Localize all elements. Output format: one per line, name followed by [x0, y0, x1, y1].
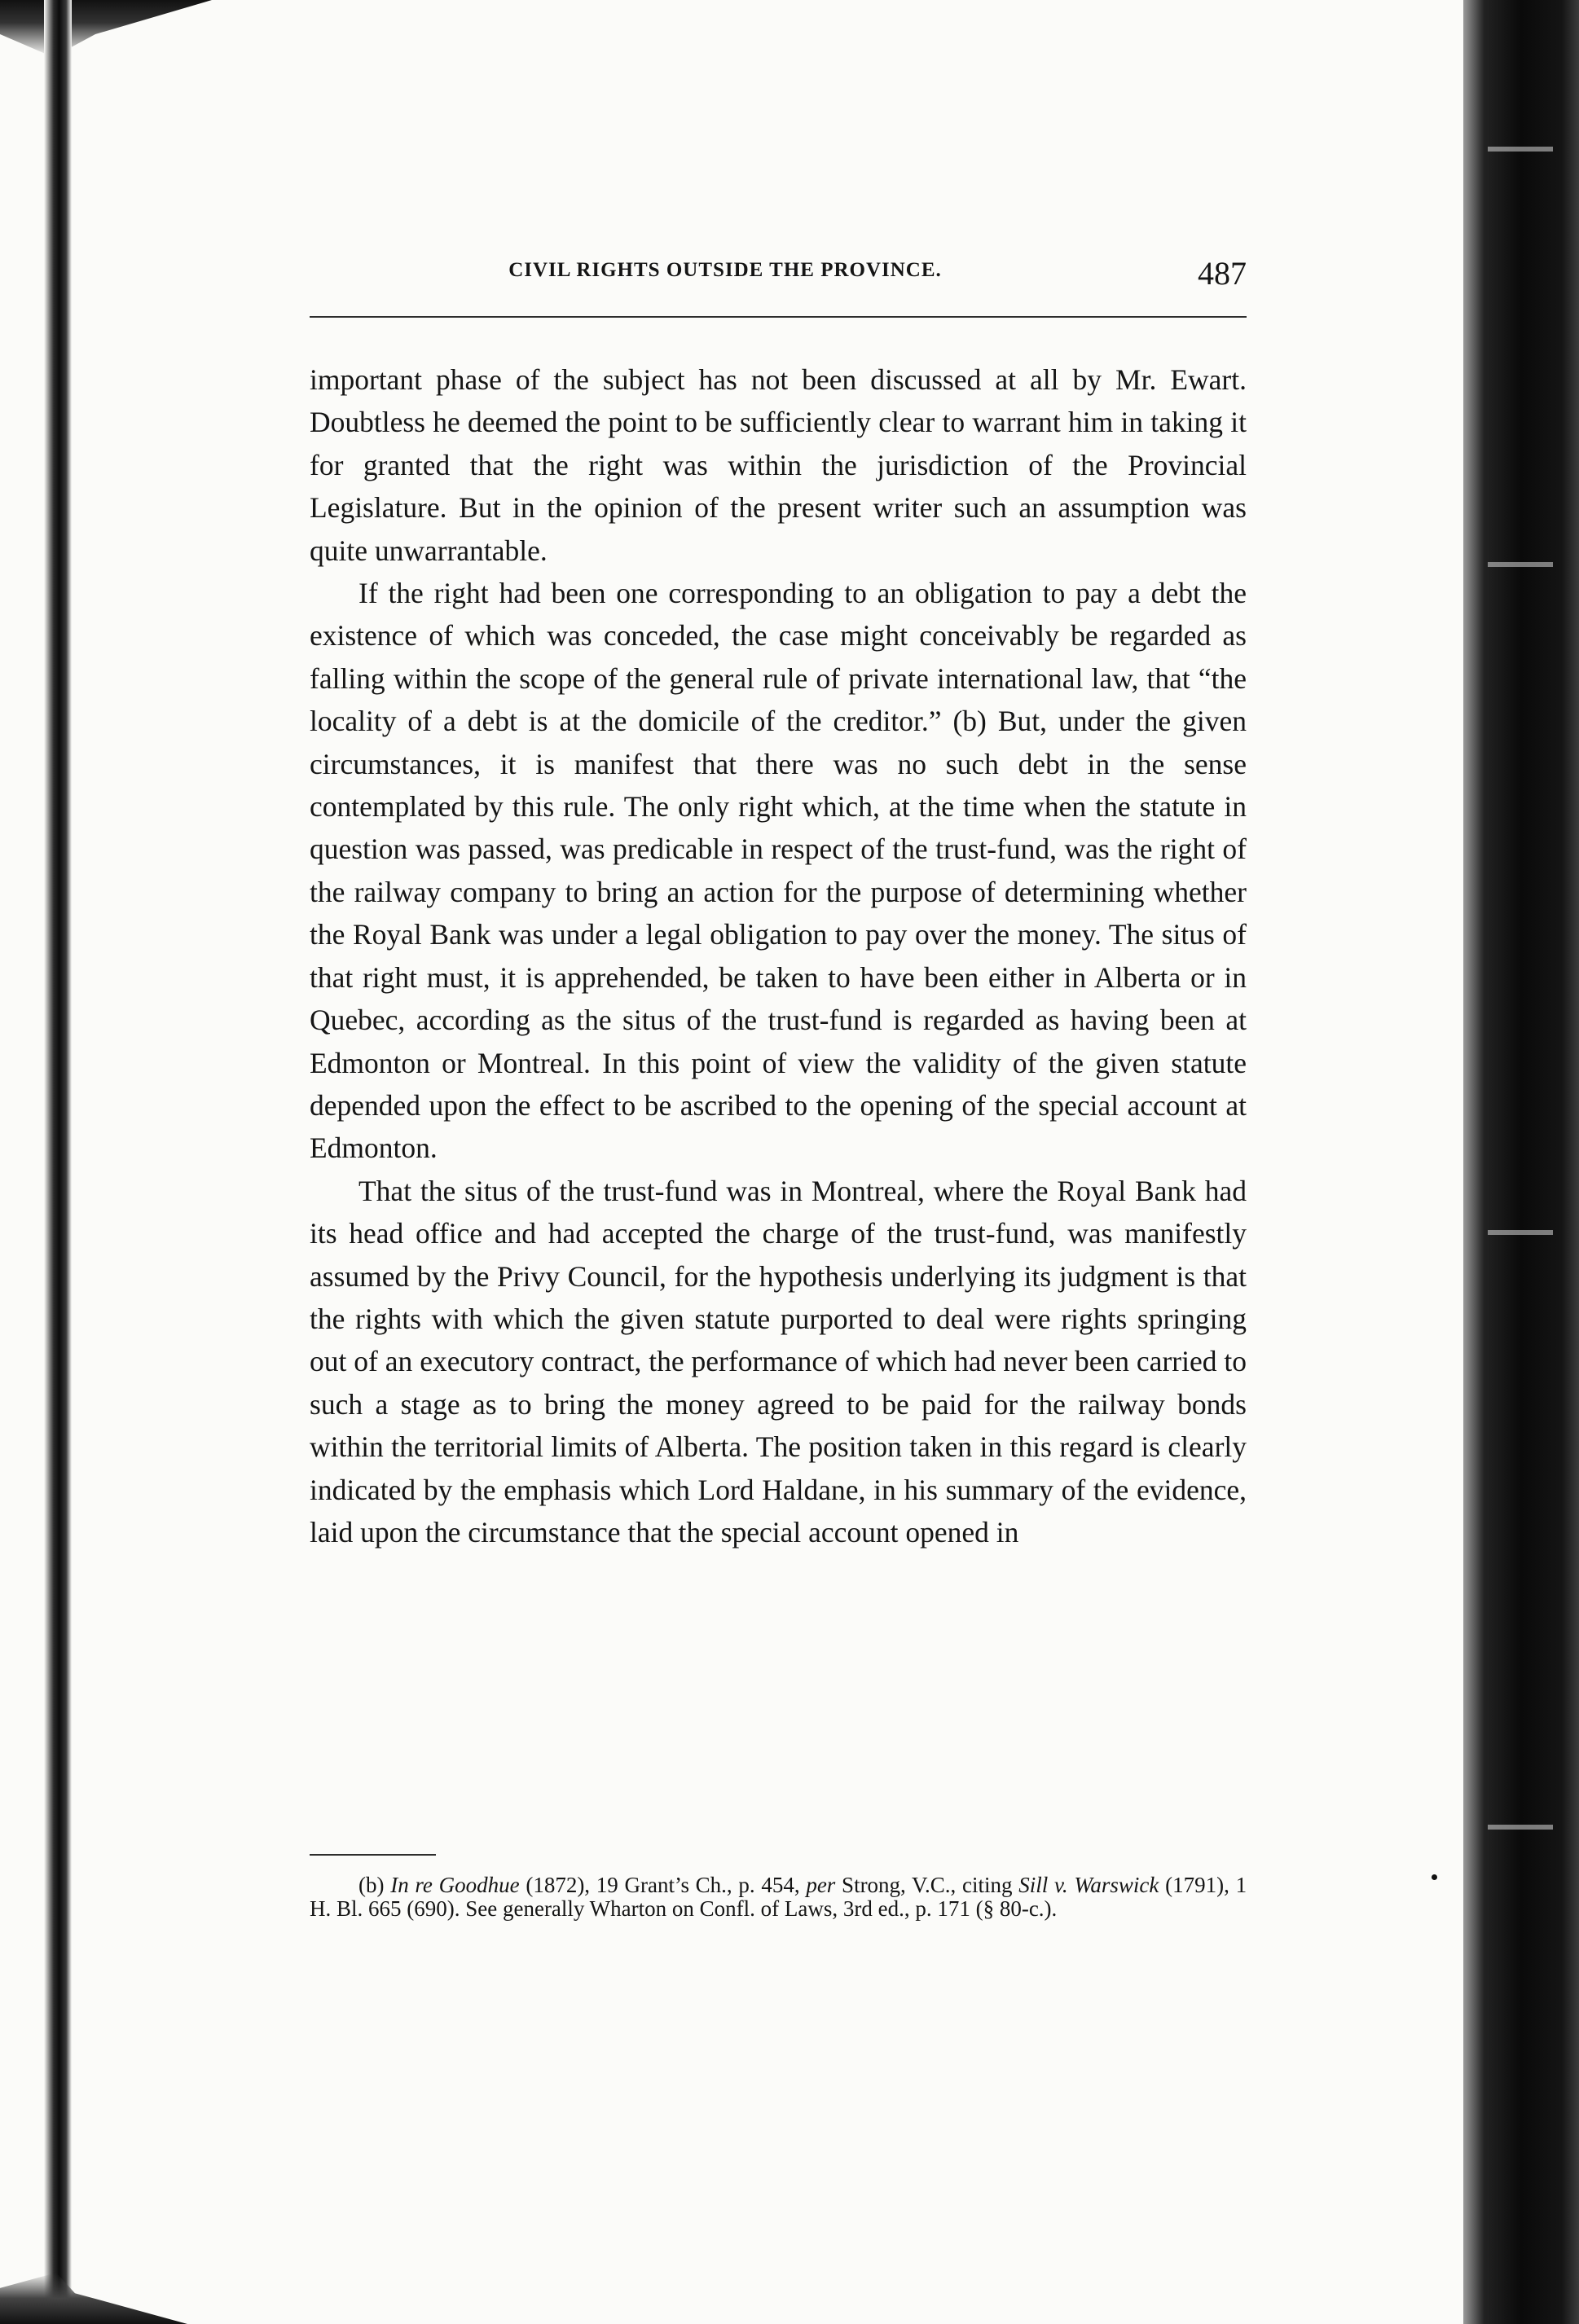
- ink-speck: [1432, 1874, 1437, 1880]
- scan-streak: [1488, 147, 1553, 152]
- bottom-left-scan-shadow: [0, 2273, 187, 2324]
- footnote-case2-name: Sill v. Warswick: [1018, 1873, 1159, 1897]
- paragraph-1: important phase of the subject has not been discussed at all by Mr. Ewart. Doubtless he deemed the point to be sufficiently clear to warrant him in taking it for granted that the right was within the jurisdiction of the Provincial Legislature. But in the opinion of the present writer such an assumption was quite unwarrantable.: [310, 363, 1247, 567]
- left-binding-shadow: [44, 0, 72, 2324]
- footnote-rule: [310, 1854, 436, 1856]
- footnote-case1-prefix: In re: [390, 1873, 433, 1897]
- paragraph-2: If the right had been one corresponding to an obligation to pay a debt the existence of which was conceded, the case might conceivably be regarded as falling within the scope of the general rule of private international law, that “the locality of a debt is at the domicile of the creditor.” (b) But, under the given circumstances, it is manifest that there was no such debt in the sense contemplated by this rule. The only right which, at the time when the statute in question was passed, was predicable in respect of the trust-fund, was the right of the railway company to bring an action for the purpose of determining whether the Royal Bank was under a legal obligation to pay over the money. The situs of that right must, it is apprehended, be taken to have been either in Alberta or in Quebec, according as the situs of the trust-fund is regarded as having been at Edmonton or Montreal. In this point of view the validity of the given statute depended upon the effect to be ascribed to the opening of the special account at Edmonton.: [310, 577, 1247, 1165]
- footnote-marker: (b): [358, 1873, 385, 1897]
- page-number: 487: [1198, 255, 1247, 292]
- right-scan-edge: [1463, 0, 1579, 2324]
- footnote: [310, 1874, 1247, 1921]
- footnote-judge: Strong, V.C., citing: [842, 1873, 1013, 1897]
- footnote-per: per: [806, 1873, 836, 1897]
- body-text: [310, 358, 1247, 1553]
- running-head: [310, 255, 1247, 295]
- running-title: CIVIL RIGHTS OUTSIDE THE PROVINCE.: [508, 259, 942, 281]
- top-left-scan-shadow: [0, 0, 212, 57]
- scan-streak: [1488, 1230, 1553, 1235]
- footnote-case2-cite: (1791), 1 H. Bl. 665 (690). See generally Wharton on Confl. of Laws, 3rd ed., p. 171 (§ 80-c.).: [310, 1873, 1247, 1921]
- paragraph-3: That the situs of the trust-fund was in Montreal, where the Royal Bank had its head office and had accepted the charge of the trust-fund, was manifestly assumed by the Privy Council, for the hypothesis underlying its judgment is that the rights with which the given statute purported to deal were rights springing out of an executory contract, the performance of which had never been carried to such a stage as to bring the money agreed to be paid for the railway bonds within the territorial limits of Alberta. The position taken in this regard is clearly indicated by the emphasis which Lord Haldane, in his summary of the evidence, laid upon the circumstance that the special account opened in: [310, 1174, 1247, 1549]
- scan-streak: [1488, 562, 1553, 567]
- scan-streak: [1488, 1825, 1553, 1830]
- header-rule: [310, 316, 1247, 318]
- footnote-case1-cite: (1872), 19 Grant’s Ch., p. 454,: [526, 1873, 800, 1897]
- footnote-case1-name: Goodhue: [438, 1873, 520, 1897]
